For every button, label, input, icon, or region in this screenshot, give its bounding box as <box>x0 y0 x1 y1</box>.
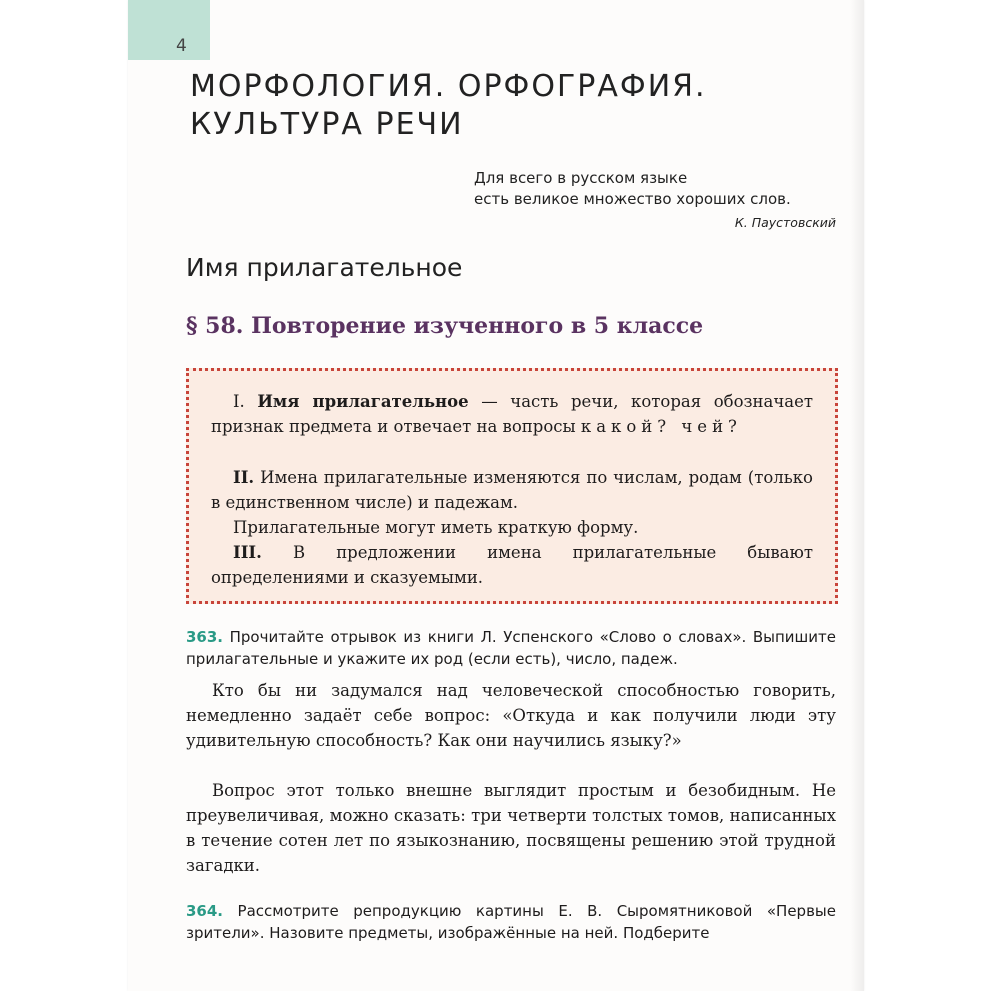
rule-1-questions: какой? чей? <box>580 417 742 436</box>
chapter-title <box>190 68 830 144</box>
epigraph-author: К. Паустовский <box>734 215 836 230</box>
rule-1-term: Имя прилагательное <box>257 392 469 411</box>
page-number: 4 <box>176 36 187 56</box>
chapter-title-line2: КУЛЬТУРА РЕЧИ <box>190 107 464 142</box>
rule-3 <box>211 515 813 540</box>
page-edge-shadow <box>850 0 864 991</box>
corner-color-tab <box>128 0 210 60</box>
epigraph-line1: Для всего в русском языке <box>474 169 688 187</box>
exercise-363 <box>186 626 836 670</box>
rule-2-text: Имена прилагательные изменяются по числам, родам (только в единственном числе) и падежам. <box>211 468 813 512</box>
exercise-364-number: 364. <box>186 902 224 920</box>
exercise-364-task: Рассмотрите репродукцию картины Е. В. Сыромятниковой «Первые зрители». Назовите предметы, изображённые на ней. Подберите <box>186 902 836 942</box>
rule-1 <box>211 389 813 439</box>
rule-1-number: I. <box>233 392 258 411</box>
exercise-364 <box>186 900 836 944</box>
rule-4-text: В предложении имена прилагательные бывают определениями и сказуемыми. <box>211 543 813 587</box>
chapter-title-line1: МОРФОЛОГИЯ. ОРФОГРАФИЯ. <box>190 69 707 104</box>
rule-2 <box>211 465 813 515</box>
rule-2-number: II. <box>233 468 255 487</box>
rule-4-number: III. <box>233 543 262 562</box>
rule-1-text: — часть речи, которая обозначает признак предмета и отвечает на вопросы <box>211 392 813 436</box>
rule-4 <box>211 540 813 590</box>
exercise-363-paragraph-1: Кто бы ни задумался над человеческой способностью говорить, немедленно задаёт себе вопрос: «Откуда и как получили люди эту удивительную способность? Как они научились языку?» <box>186 681 836 750</box>
rule-3-text: Прилагательные могут иметь краткую форму. <box>233 518 639 537</box>
exercise-363-task: Прочитайте отрывок из книги Л. Успенского «Слово о словах». Выпишите прилагательные и укажите их род (если есть), число, падеж. <box>186 628 836 668</box>
paragraph-title: § 58. Повторение изученного в 5 классе <box>186 313 704 339</box>
section-title: Имя прилагательное <box>186 253 463 282</box>
rule-box <box>186 368 838 604</box>
exercise-363-number: 363. <box>186 628 224 646</box>
epigraph-line2: есть великое множество хороших слов. <box>474 190 791 208</box>
epigraph <box>474 168 844 210</box>
exercise-363-paragraph-2: Вопрос этот только внешне выглядит простым и безобидным. Не преувеличивая, можно сказать: три четверти толстых томов, написанных в течение сотен лет по языкознанию, посвящены решению этой трудной загадки. <box>186 781 836 875</box>
